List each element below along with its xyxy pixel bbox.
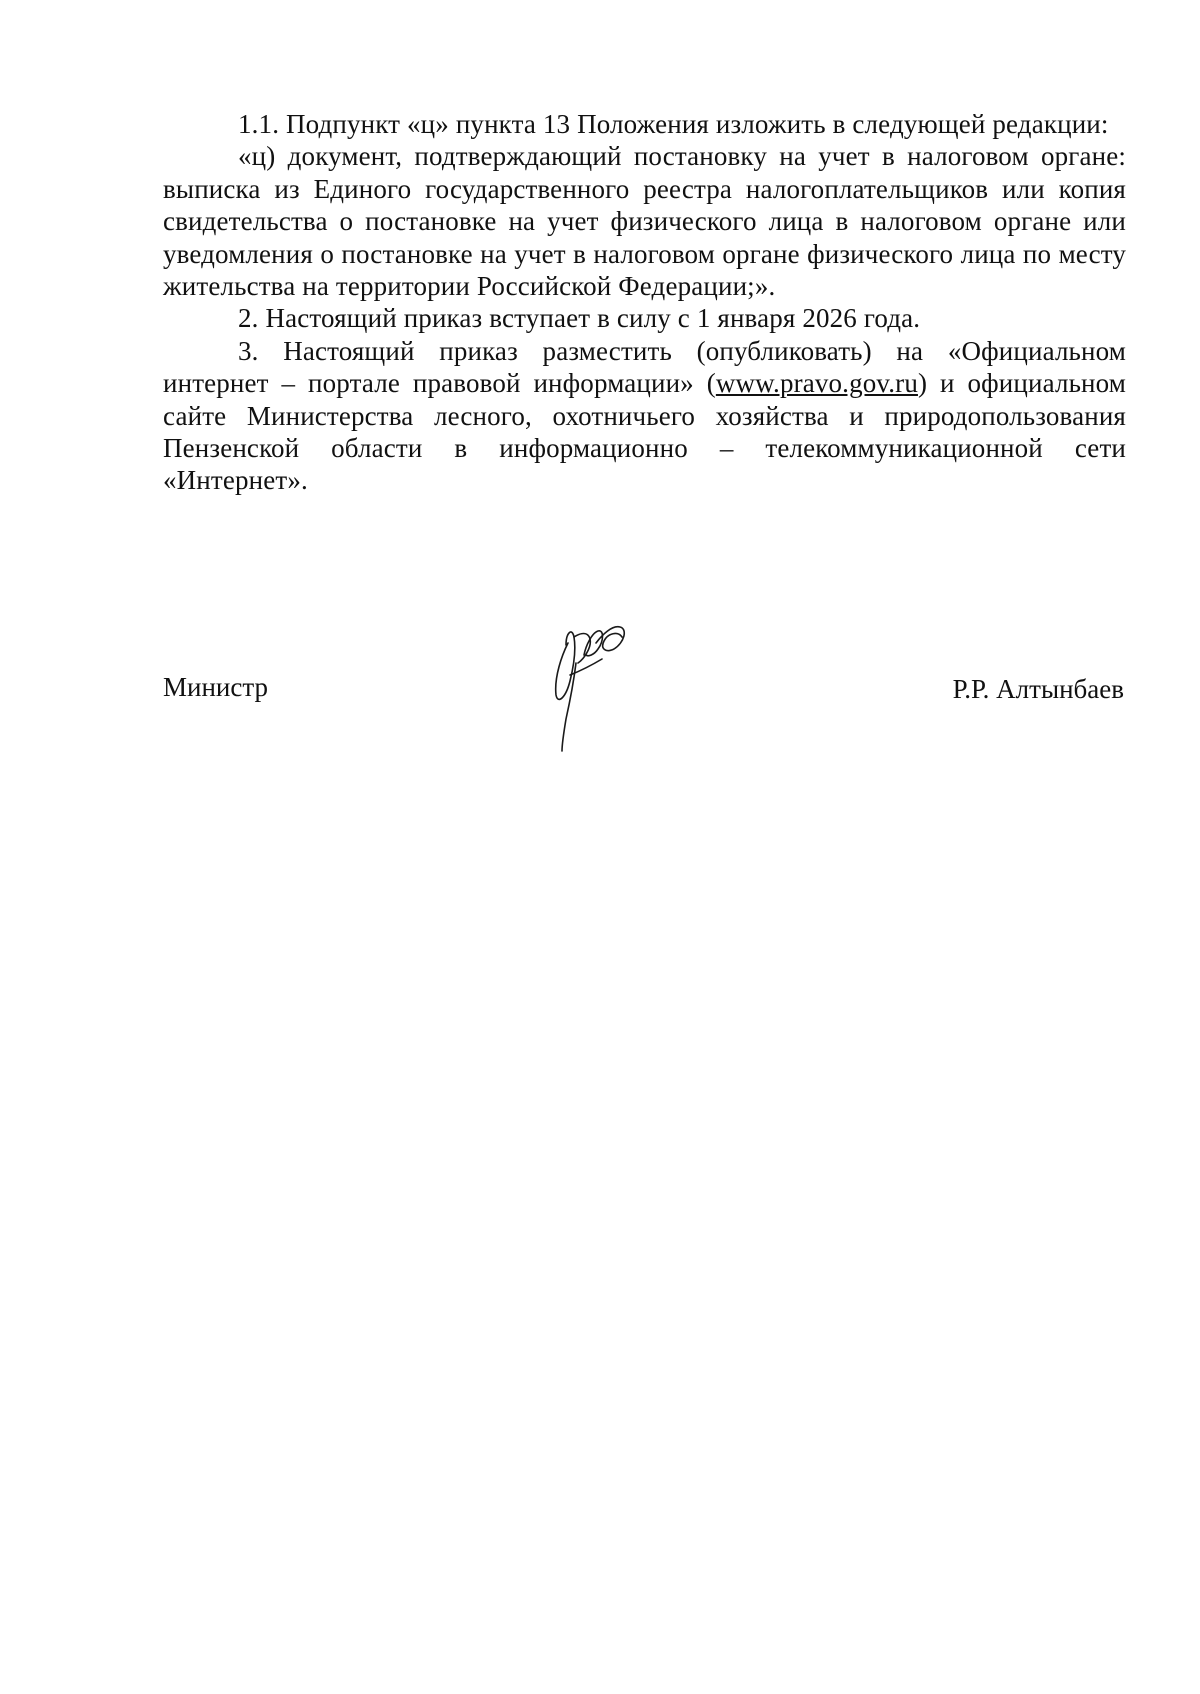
paragraph-3-text-start: 3. Настоящий приказ разместить (опубликовать) на «Официальном интернет – портале правовой информации» ( bbox=[163, 335, 1126, 399]
paragraph-3-text-end: ) и официальном сайте Министерства лесного, охотничьего хозяйства и природопользования Пензенской области в информационно – телекоммуникационной сети «Интернет». bbox=[163, 368, 1126, 496]
document-body bbox=[163, 108, 1126, 497]
handwritten-signature bbox=[540, 615, 650, 755]
signatory-position: Министр bbox=[163, 672, 268, 702]
paragraph-1-1: 1.1. Подпункт «ц» пункта 13 Положения изложить в следующей редакции: bbox=[238, 109, 1109, 139]
paragraph-2: 2. Настоящий приказ вступает в силу с 1 января 2026 года. bbox=[238, 303, 921, 334]
paragraph-3 bbox=[163, 335, 1126, 497]
paragraph-subitem-ts: «ц) документ, подтверждающий постановку на учет в налоговом органе: выписка из Единого государственного реестра налогоплательщиков или копия свидетельства о постановке на учет физического лица в налоговом органе или уведомления о постановке на учет в налоговом органе физического лица по месту жительства на территории Российской Федерации;». bbox=[163, 141, 1126, 302]
signatory-name: Р.Р. Алтынбаев bbox=[952, 674, 1124, 704]
pravo-gov-link[interactable]: www.pravo.gov.ru bbox=[715, 368, 918, 399]
